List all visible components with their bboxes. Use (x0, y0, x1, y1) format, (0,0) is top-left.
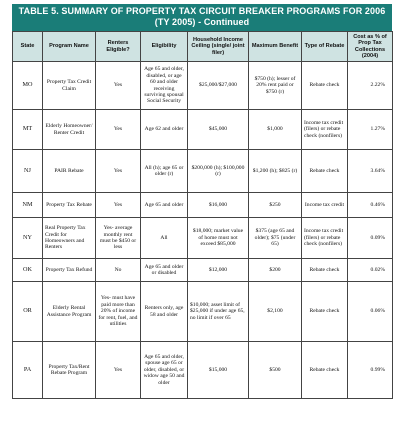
cell-benefit: $500 (249, 342, 302, 399)
cell-renters: Yes (96, 110, 141, 150)
cell-rebate-type: Income tax credit (filers) or rebate check (nonfilers) (302, 110, 348, 150)
cell-renters: Yes (96, 193, 141, 218)
header-rebate-type: Type of Rebate (302, 32, 348, 62)
cell-rebate-type: Rebate check (302, 62, 348, 110)
cell-benefit: $750 (h); lesser of 20% rent paid or $750 (r) (249, 62, 302, 110)
cell-eligibility: Age 65 and older, disabled, or age 60 and older receiving surviving spousal Social Security (141, 62, 188, 110)
cell-rebate-type: Rebate check (302, 342, 348, 399)
header-eligibility: Eligibility (141, 32, 188, 62)
cell-cost: 1.27% (348, 110, 393, 150)
table-subtitle: (TY 2005) - Continued (154, 17, 250, 27)
cell-program: Property Tax Credit Claim (43, 62, 96, 110)
cell-program: Elderly Homeowner/ Renter Credit (43, 110, 96, 150)
header-cost: Cost as % of Prop Tax Collections (2004) (348, 32, 393, 62)
cell-renters: No (96, 259, 141, 282)
cell-program: PAIR Rebate (43, 150, 96, 193)
table-row (13, 218, 393, 259)
cell-state: MO (13, 62, 43, 110)
cell-benefit: $375 (age 65 and older); $75 (under 65) (249, 218, 302, 259)
cell-cost: 0.99% (348, 342, 393, 399)
table-title: TABLE 5. SUMMARY OF PROPERTY TAX CIRCUIT BREAKER PROGRAMS FOR 2006 (18, 6, 386, 16)
header-row (13, 32, 393, 62)
cell-state: NJ (13, 150, 43, 193)
circuit-breaker-table (12, 31, 393, 399)
cell-program: Property Tax Refund (43, 259, 96, 282)
cell-program: Property Tax/Rent Rebate Program (43, 342, 96, 399)
cell-state: NM (13, 193, 43, 218)
cell-ceiling: $25,000/$27,000 (188, 62, 249, 110)
header-renters: Renters Eligible? (96, 32, 141, 62)
cell-benefit: $200 (249, 259, 302, 282)
cell-cost: 0.06% (348, 282, 393, 342)
cell-benefit: $2,100 (249, 282, 302, 342)
cell-ceiling: $18,000; market value of home must not exceed $85,000 (188, 218, 249, 259)
cell-cost: 3.64% (348, 150, 393, 193)
cell-renters: Yes (96, 150, 141, 193)
cell-renters: Yes- must have paid more than 20% of income for rent, fuel, and utilities (96, 282, 141, 342)
cell-benefit: $1,000 (249, 110, 302, 150)
cell-rebate-type: Income tax credit (filers) or rebate check (nonfilers) (302, 218, 348, 259)
header-ceiling: Household Income Ceiling (single/ joint filer) (188, 32, 249, 62)
cell-eligibility: Age 65 and older, spouse age 65 or older, disabled, or widow age 50 and older (141, 342, 188, 399)
cell-state: OR (13, 282, 43, 342)
cell-eligibility: All (h); age 65 or older (r) (141, 150, 188, 193)
cell-eligibility: Renters only, age 58 and older (141, 282, 188, 342)
header-program: Program Name (43, 32, 96, 62)
table-row (13, 62, 393, 110)
cell-rebate-type: Income tax credit (302, 193, 348, 218)
cell-program: Elderly Rental Assistance Program (43, 282, 96, 342)
cell-ceiling: $12,000 (188, 259, 249, 282)
cell-renters: Yes- average monthly rent must be $450 or less (96, 218, 141, 259)
cell-rebate-type: Rebate check (302, 259, 348, 282)
cell-cost: 2.22% (348, 62, 393, 110)
cell-state: PA (13, 342, 43, 399)
cell-ceiling: $16,000 (188, 193, 249, 218)
cell-ceiling: $45,000 (188, 110, 249, 150)
cell-program: Real Property Tax Credit for Homeowners and Renters (43, 218, 96, 259)
cell-ceiling: $15,000 (188, 342, 249, 399)
cell-benefit: $1,200 (h); $825 (r) (249, 150, 302, 193)
cell-eligibility: Age 65 and older or disabled (141, 259, 188, 282)
table-row (13, 193, 393, 218)
table-title-bar (12, 4, 392, 31)
header-benefit: Maximum Benefit (249, 32, 302, 62)
cell-cost: 0.09% (348, 218, 393, 259)
table-row (13, 150, 393, 193)
cell-eligibility: Age 65 and older (141, 193, 188, 218)
cell-rebate-type: Rebate check (302, 282, 348, 342)
cell-rebate-type: Rebate check (302, 150, 348, 193)
document-page (12, 4, 392, 399)
cell-cost: 0.02% (348, 259, 393, 282)
cell-eligibility: All (141, 218, 188, 259)
table-row (13, 259, 393, 282)
table-row (13, 282, 393, 342)
cell-benefit: $250 (249, 193, 302, 218)
cell-state: MT (13, 110, 43, 150)
table-row (13, 342, 393, 399)
cell-eligibility: Age 62 and older (141, 110, 188, 150)
cell-renters: Yes (96, 342, 141, 399)
cell-ceiling: $10,000; asset limit of $25,000 if under age 65, no limit if over 65 (188, 282, 249, 342)
cell-state: OK (13, 259, 43, 282)
cell-state: NY (13, 218, 43, 259)
cell-renters: Yes (96, 62, 141, 110)
header-state: State (13, 32, 43, 62)
table-row (13, 110, 393, 150)
cell-ceiling: $200,000 (h); $100,000 (r) (188, 150, 249, 193)
cell-cost: 0.46% (348, 193, 393, 218)
cell-program: Property Tax Rebate (43, 193, 96, 218)
